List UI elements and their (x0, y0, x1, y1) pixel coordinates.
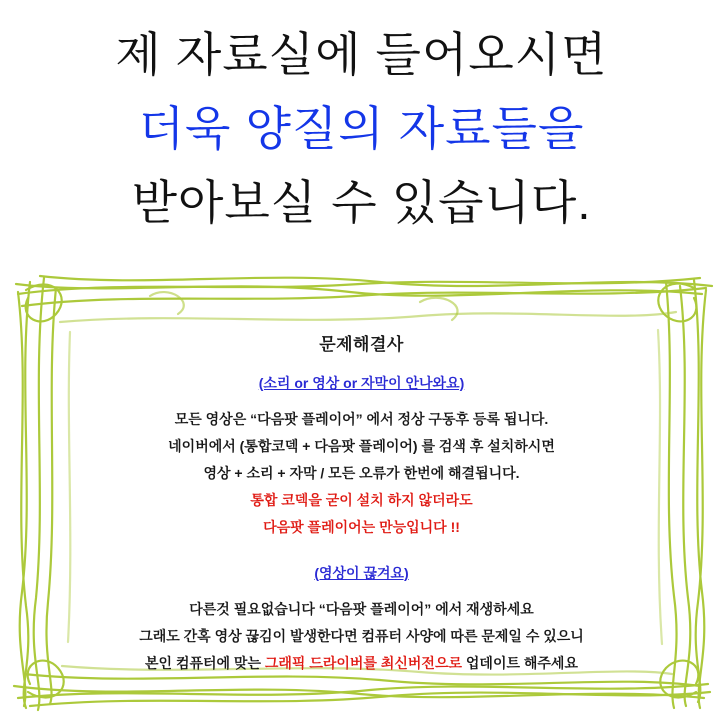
section2-last-prefix: 본인 컴퓨터에 맞는 (145, 655, 265, 671)
section2-last-highlight: 그래픽 드라이버를 최신버전으로 (264, 655, 462, 671)
section2-line-1: 다른것 필요없습니다 “다음팟 플레이어” 에서 재생하세요 (189, 601, 534, 617)
headline-line-1: 제 자료실에 들어오시면 (115, 28, 608, 81)
section1-line-5: 다음팟 플레이어는 만능입니다 !! (263, 519, 460, 535)
section1-line-3: 영상 + 소리 + 자막 / 모든 오류가 한번에 해결됩니다. (203, 465, 520, 481)
note-content (60, 330, 663, 677)
headline-block (0, 18, 723, 240)
section2-last-suffix: 업데이트 해주세요 (462, 655, 578, 671)
section2-line-3 (60, 650, 663, 677)
section1-line-4: 통합 코덱을 굳이 설치 하지 않더라도 (250, 492, 473, 508)
section1-line-1: 모든 영상은 “다음팟 플레이어” 에서 정상 구동후 등록 됩니다. (174, 411, 549, 427)
note-title: 문제해결사 (319, 335, 404, 354)
section2-subtitle: (영상이 끊겨요) (314, 565, 409, 581)
headline-line-3: 받아보실 수 있습니다. (131, 176, 592, 229)
section1-line-2: 네이버에서 (통합코덱 + 다음팟 플레이어) 를 검색 후 설치하시면 (168, 438, 555, 454)
section-divider-space (60, 541, 663, 563)
headline-line-2: 더욱 양질의 자료들을 (138, 102, 585, 155)
section2-line-2: 그래도 간혹 영상 끊김이 발생한다면 컴퓨터 사양에 따른 문제일 수 있으니 (139, 628, 584, 644)
section1-subtitle: (소리 or 영상 or 자막이 안나와요) (258, 375, 465, 391)
